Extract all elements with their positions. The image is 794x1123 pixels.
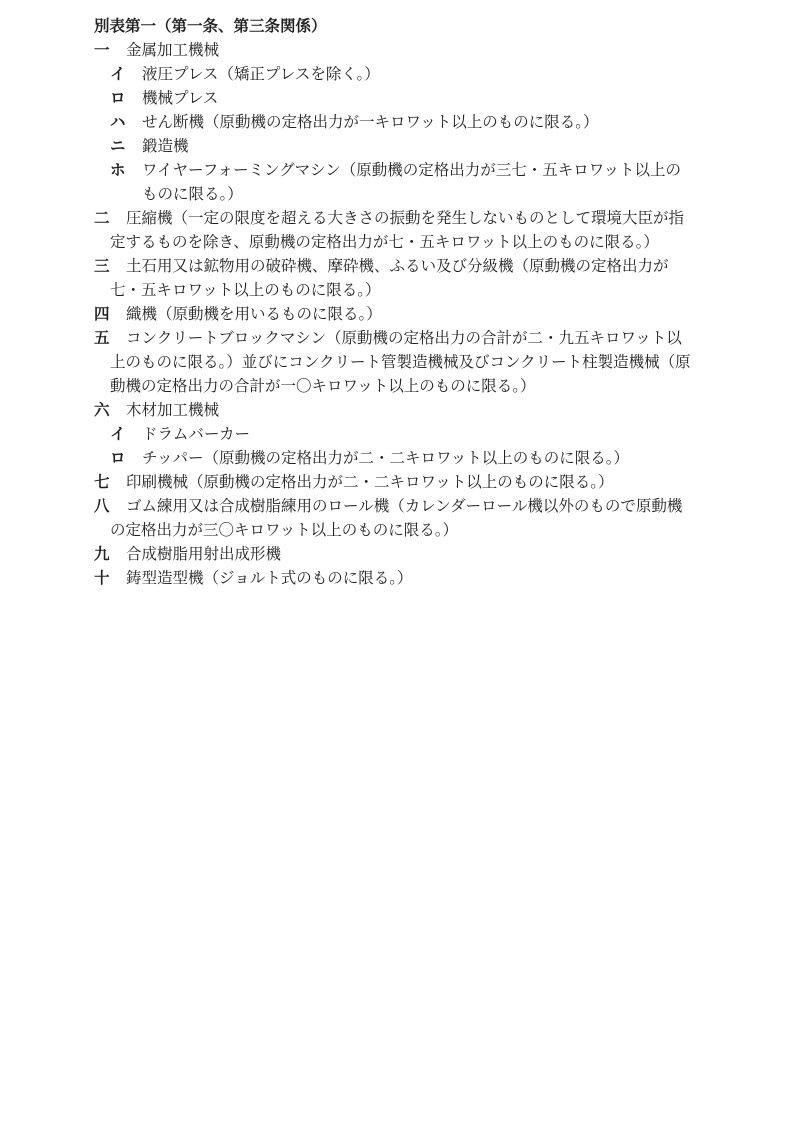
list-item-2 bbox=[94, 206, 694, 254]
item-number: 八 bbox=[94, 497, 110, 515]
sub-item-1-ho bbox=[110, 158, 694, 206]
item-text: ゴム練用又は合成樹脂練用のロール機（カレンダーロール機以外のもので原動機の定格出力が三〇キロワット以上のものに限る。） bbox=[110, 497, 683, 539]
sub-item-text: ワイヤーフォーミングマシン（原動機の定格出力が三七・五キロワット以上のものに限る。） bbox=[142, 161, 682, 203]
sub-item-text: せん断機（原動機の定格出力が一キロワット以上のものに限る。） bbox=[142, 113, 599, 131]
list-item-8 bbox=[94, 494, 694, 542]
sub-item-1-ro bbox=[110, 86, 694, 110]
item-text: 鋳型造型機（ジョルト式のものに限る。） bbox=[126, 569, 413, 587]
item-text: 合成樹脂用射出成形機 bbox=[126, 545, 282, 563]
item-number: 六 bbox=[94, 401, 110, 419]
sub-item-1-ha bbox=[110, 110, 694, 134]
item-number: 九 bbox=[94, 545, 110, 563]
item-text: コンクリートブロックマシン（原動機の定格出力の合計が二・九五キロワット以上のものに限る。）並びにコンクリート管製造機械及びコンクリート柱製造機械（原動機の定格出力の合計が一〇キロワット以上のものに限る。） bbox=[110, 329, 691, 395]
sub-item-6-i bbox=[110, 422, 694, 446]
list-item-7 bbox=[94, 470, 694, 494]
item-number: 十 bbox=[94, 569, 110, 587]
list-item-4 bbox=[94, 302, 694, 326]
sub-item-1-i bbox=[110, 62, 694, 86]
sub-item-number: ロ bbox=[110, 449, 126, 467]
item-text: 織機（原動機を用いるものに限る。） bbox=[126, 305, 382, 323]
sub-item-number: ニ bbox=[110, 137, 126, 155]
item-text: 土石用又は鉱物用の破砕機、摩砕機、ふるい及び分級機（原動機の定格出力が七・五キロワット以上のものに限る。） bbox=[110, 257, 669, 299]
list-item-6 bbox=[94, 398, 694, 422]
list-item-3 bbox=[94, 254, 694, 302]
sub-item-text: 鍛造機 bbox=[142, 137, 189, 155]
sub-item-number: イ bbox=[110, 65, 126, 83]
document-page bbox=[94, 14, 694, 590]
sub-item-text: ドラムバーカー bbox=[142, 425, 251, 443]
list-item-10 bbox=[94, 566, 694, 590]
sub-item-text: 機械プレス bbox=[142, 89, 219, 107]
item-number: 一 bbox=[94, 41, 110, 59]
sub-item-6-ro bbox=[110, 446, 694, 470]
item-number: 四 bbox=[94, 305, 110, 323]
item-text: 木材加工機械 bbox=[126, 401, 220, 419]
sub-item-text: 液圧プレス（矯正プレスを除く。） bbox=[142, 65, 380, 83]
list-item-1 bbox=[94, 38, 694, 62]
item-number: 三 bbox=[94, 257, 110, 275]
sub-item-number: ハ bbox=[110, 113, 126, 131]
list-item-9 bbox=[94, 542, 694, 566]
list-item-5 bbox=[94, 326, 694, 398]
sub-item-number: イ bbox=[110, 425, 126, 443]
item-number: 五 bbox=[94, 329, 110, 347]
item-number: 七 bbox=[94, 473, 110, 491]
sub-item-1-ni bbox=[110, 134, 694, 158]
item-text: 印刷機械（原動機の定格出力が二・二キロワット以上のものに限る。） bbox=[126, 473, 614, 491]
item-number: 二 bbox=[94, 209, 110, 227]
sub-item-number: ホ bbox=[110, 161, 126, 179]
table-title: 別表第一（第一条、第三条関係） bbox=[94, 17, 327, 35]
sub-item-text: チッパー（原動機の定格出力が二・二キロワット以上のものに限る。） bbox=[142, 449, 630, 467]
item-text: 圧縮機（一定の限度を超える大きさの振動を発生しないものとして環境大臣が指定するものを除き、原動機の定格出力が七・五キロワット以上のものに限る。） bbox=[110, 209, 685, 251]
item-text: 金属加工機械 bbox=[126, 41, 220, 59]
sub-item-number: ロ bbox=[110, 89, 126, 107]
